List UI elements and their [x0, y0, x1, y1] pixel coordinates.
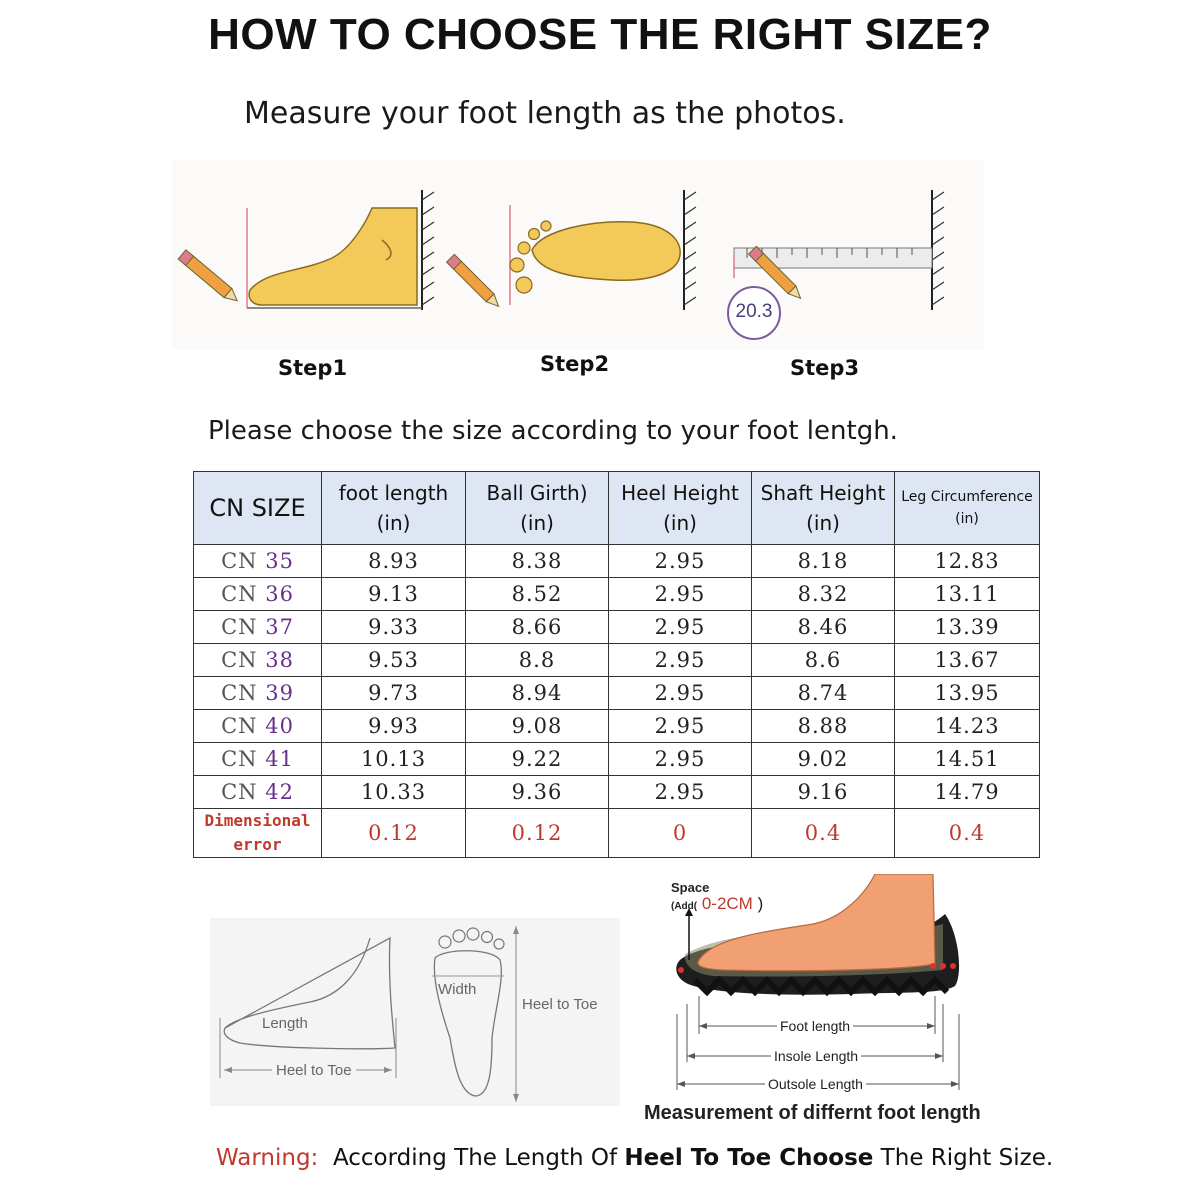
cell-leg-circumference: 13.67 — [895, 644, 1040, 677]
foot-outline-diagram — [210, 918, 620, 1106]
cell-size: CN 37 — [194, 611, 322, 644]
measurement-steps-illustration — [172, 160, 984, 350]
heel-to-toe-vertical-label: Heel to Toe — [522, 996, 598, 1013]
cell-ball-girth-error: 0.12 — [466, 809, 609, 858]
foot-length-label: Foot length — [777, 1018, 853, 1034]
header-cn-size: CN SIZE — [194, 472, 322, 545]
size-instruction: Please choose the size according to your foot lentgh. — [208, 416, 898, 446]
cell-size: CN 42 — [194, 776, 322, 809]
warning-text-before: According The Length Of — [332, 1145, 625, 1171]
cell-foot-length: 10.13 — [322, 743, 466, 776]
cell-leg-circumference: 14.79 — [895, 776, 1040, 809]
cell-ball-girth: 8.8 — [466, 644, 609, 677]
insole-length-label: Insole Length — [771, 1048, 861, 1064]
outsole-length-label: Outsole Length — [765, 1076, 866, 1092]
cell-shaft-height: 8.88 — [752, 710, 895, 743]
cell-leg-circumference: 12.83 — [895, 545, 1040, 578]
cell-shaft-height: 9.16 — [752, 776, 895, 809]
cell-heel-height: 2.95 — [609, 710, 752, 743]
table-header-row — [194, 472, 1040, 545]
cell-shaft-height-error: 0.4 — [752, 809, 895, 858]
warning-note — [216, 1145, 1053, 1171]
cell-shaft-height: 8.32 — [752, 578, 895, 611]
size-chart-table — [193, 471, 1040, 858]
cell-size: CN 36 — [194, 578, 322, 611]
cell-ball-girth: 8.94 — [466, 677, 609, 710]
step1-label: Step1 — [278, 356, 348, 380]
step3-measurement-badge: 20.3 — [735, 301, 773, 322]
warning-text-after: The Right Size. — [873, 1145, 1054, 1171]
cell-ball-girth: 8.52 — [466, 578, 609, 611]
cell-shaft-height: 8.74 — [752, 677, 895, 710]
cell-foot-length: 9.33 — [322, 611, 466, 644]
measure-subtitle: Measure your foot length as the photos. — [244, 96, 846, 131]
warning-bold-text: Heel To Toe Choose — [624, 1145, 874, 1171]
step1-foot-illustration — [178, 190, 434, 310]
dimensional-error-row — [194, 809, 1040, 858]
cell-leg-circumference: 14.23 — [895, 710, 1040, 743]
cell-leg-circumference: 14.51 — [895, 743, 1040, 776]
cell-heel-height: 2.95 — [609, 611, 752, 644]
table-row — [194, 776, 1040, 809]
table-row — [194, 677, 1040, 710]
header-ball-girth: Ball Girth) (in) — [466, 472, 609, 545]
shoe-measurement-diagram — [603, 874, 1013, 1114]
cell-leg-circumference: 13.11 — [895, 578, 1040, 611]
cell-heel-height: 2.95 — [609, 677, 752, 710]
table-row — [194, 545, 1040, 578]
page-title: HOW TO CHOOSE THE RIGHT SIZE? — [208, 10, 992, 59]
cell-error-label: Dimensional error — [194, 809, 322, 858]
step2-foot-illustration — [447, 190, 696, 310]
cell-foot-length: 8.93 — [322, 545, 466, 578]
width-label: Width — [438, 981, 477, 998]
header-shaft-height: Shaft Height (in) — [752, 472, 895, 545]
cell-heel-height: 2.95 — [609, 578, 752, 611]
cell-size: CN 38 — [194, 644, 322, 677]
table-row — [194, 611, 1040, 644]
step3-label: Step3 — [790, 356, 860, 380]
cell-size: CN 41 — [194, 743, 322, 776]
heel-to-toe-label: Heel to Toe — [272, 1062, 356, 1079]
cell-heel-height-error: 0 — [609, 809, 752, 858]
cell-size: CN 40 — [194, 710, 322, 743]
header-heel-height: Heel Height (in) — [609, 472, 752, 545]
cell-shaft-height: 8.18 — [752, 545, 895, 578]
cell-size: CN 35 — [194, 545, 322, 578]
cell-foot-length: 9.93 — [322, 710, 466, 743]
shoe-diagram-caption: Measurement of differnt foot length — [644, 1102, 981, 1124]
cell-shaft-height: 8.6 — [752, 644, 895, 677]
cell-shaft-height: 9.02 — [752, 743, 895, 776]
cell-heel-height: 2.95 — [609, 545, 752, 578]
space-add-label: (Add( 0-2CM ) — [671, 894, 764, 913]
cell-ball-girth: 9.36 — [466, 776, 609, 809]
cell-ball-girth: 8.66 — [466, 611, 609, 644]
cell-leg-circumference: 13.95 — [895, 677, 1040, 710]
cell-leg-circumference-error: 0.4 — [895, 809, 1040, 858]
header-leg-circumference: Leg Circumference (in) — [895, 472, 1040, 545]
cell-size: CN 39 — [194, 677, 322, 710]
cell-foot-length: 9.13 — [322, 578, 466, 611]
header-foot-length: foot length (in) — [322, 472, 466, 545]
steps-svg — [172, 160, 984, 350]
cell-leg-circumference: 13.39 — [895, 611, 1040, 644]
cell-ball-girth: 9.22 — [466, 743, 609, 776]
cell-ball-girth: 9.08 — [466, 710, 609, 743]
cell-foot-length: 10.33 — [322, 776, 466, 809]
cell-heel-height: 2.95 — [609, 644, 752, 677]
cell-heel-height: 2.95 — [609, 743, 752, 776]
table-row — [194, 578, 1040, 611]
cell-heel-height: 2.95 — [609, 776, 752, 809]
cell-ball-girth: 8.38 — [466, 545, 609, 578]
warning-label: Warning: — [216, 1145, 319, 1171]
step2-label: Step2 — [540, 352, 610, 376]
table-row — [194, 743, 1040, 776]
cell-foot-length: 9.53 — [322, 644, 466, 677]
table-row — [194, 710, 1040, 743]
cell-foot-length-error: 0.12 — [322, 809, 466, 858]
table-row — [194, 644, 1040, 677]
cell-shaft-height: 8.46 — [752, 611, 895, 644]
cell-foot-length: 9.73 — [322, 677, 466, 710]
space-label: Space — [671, 880, 710, 895]
length-label: Length — [262, 1015, 308, 1032]
